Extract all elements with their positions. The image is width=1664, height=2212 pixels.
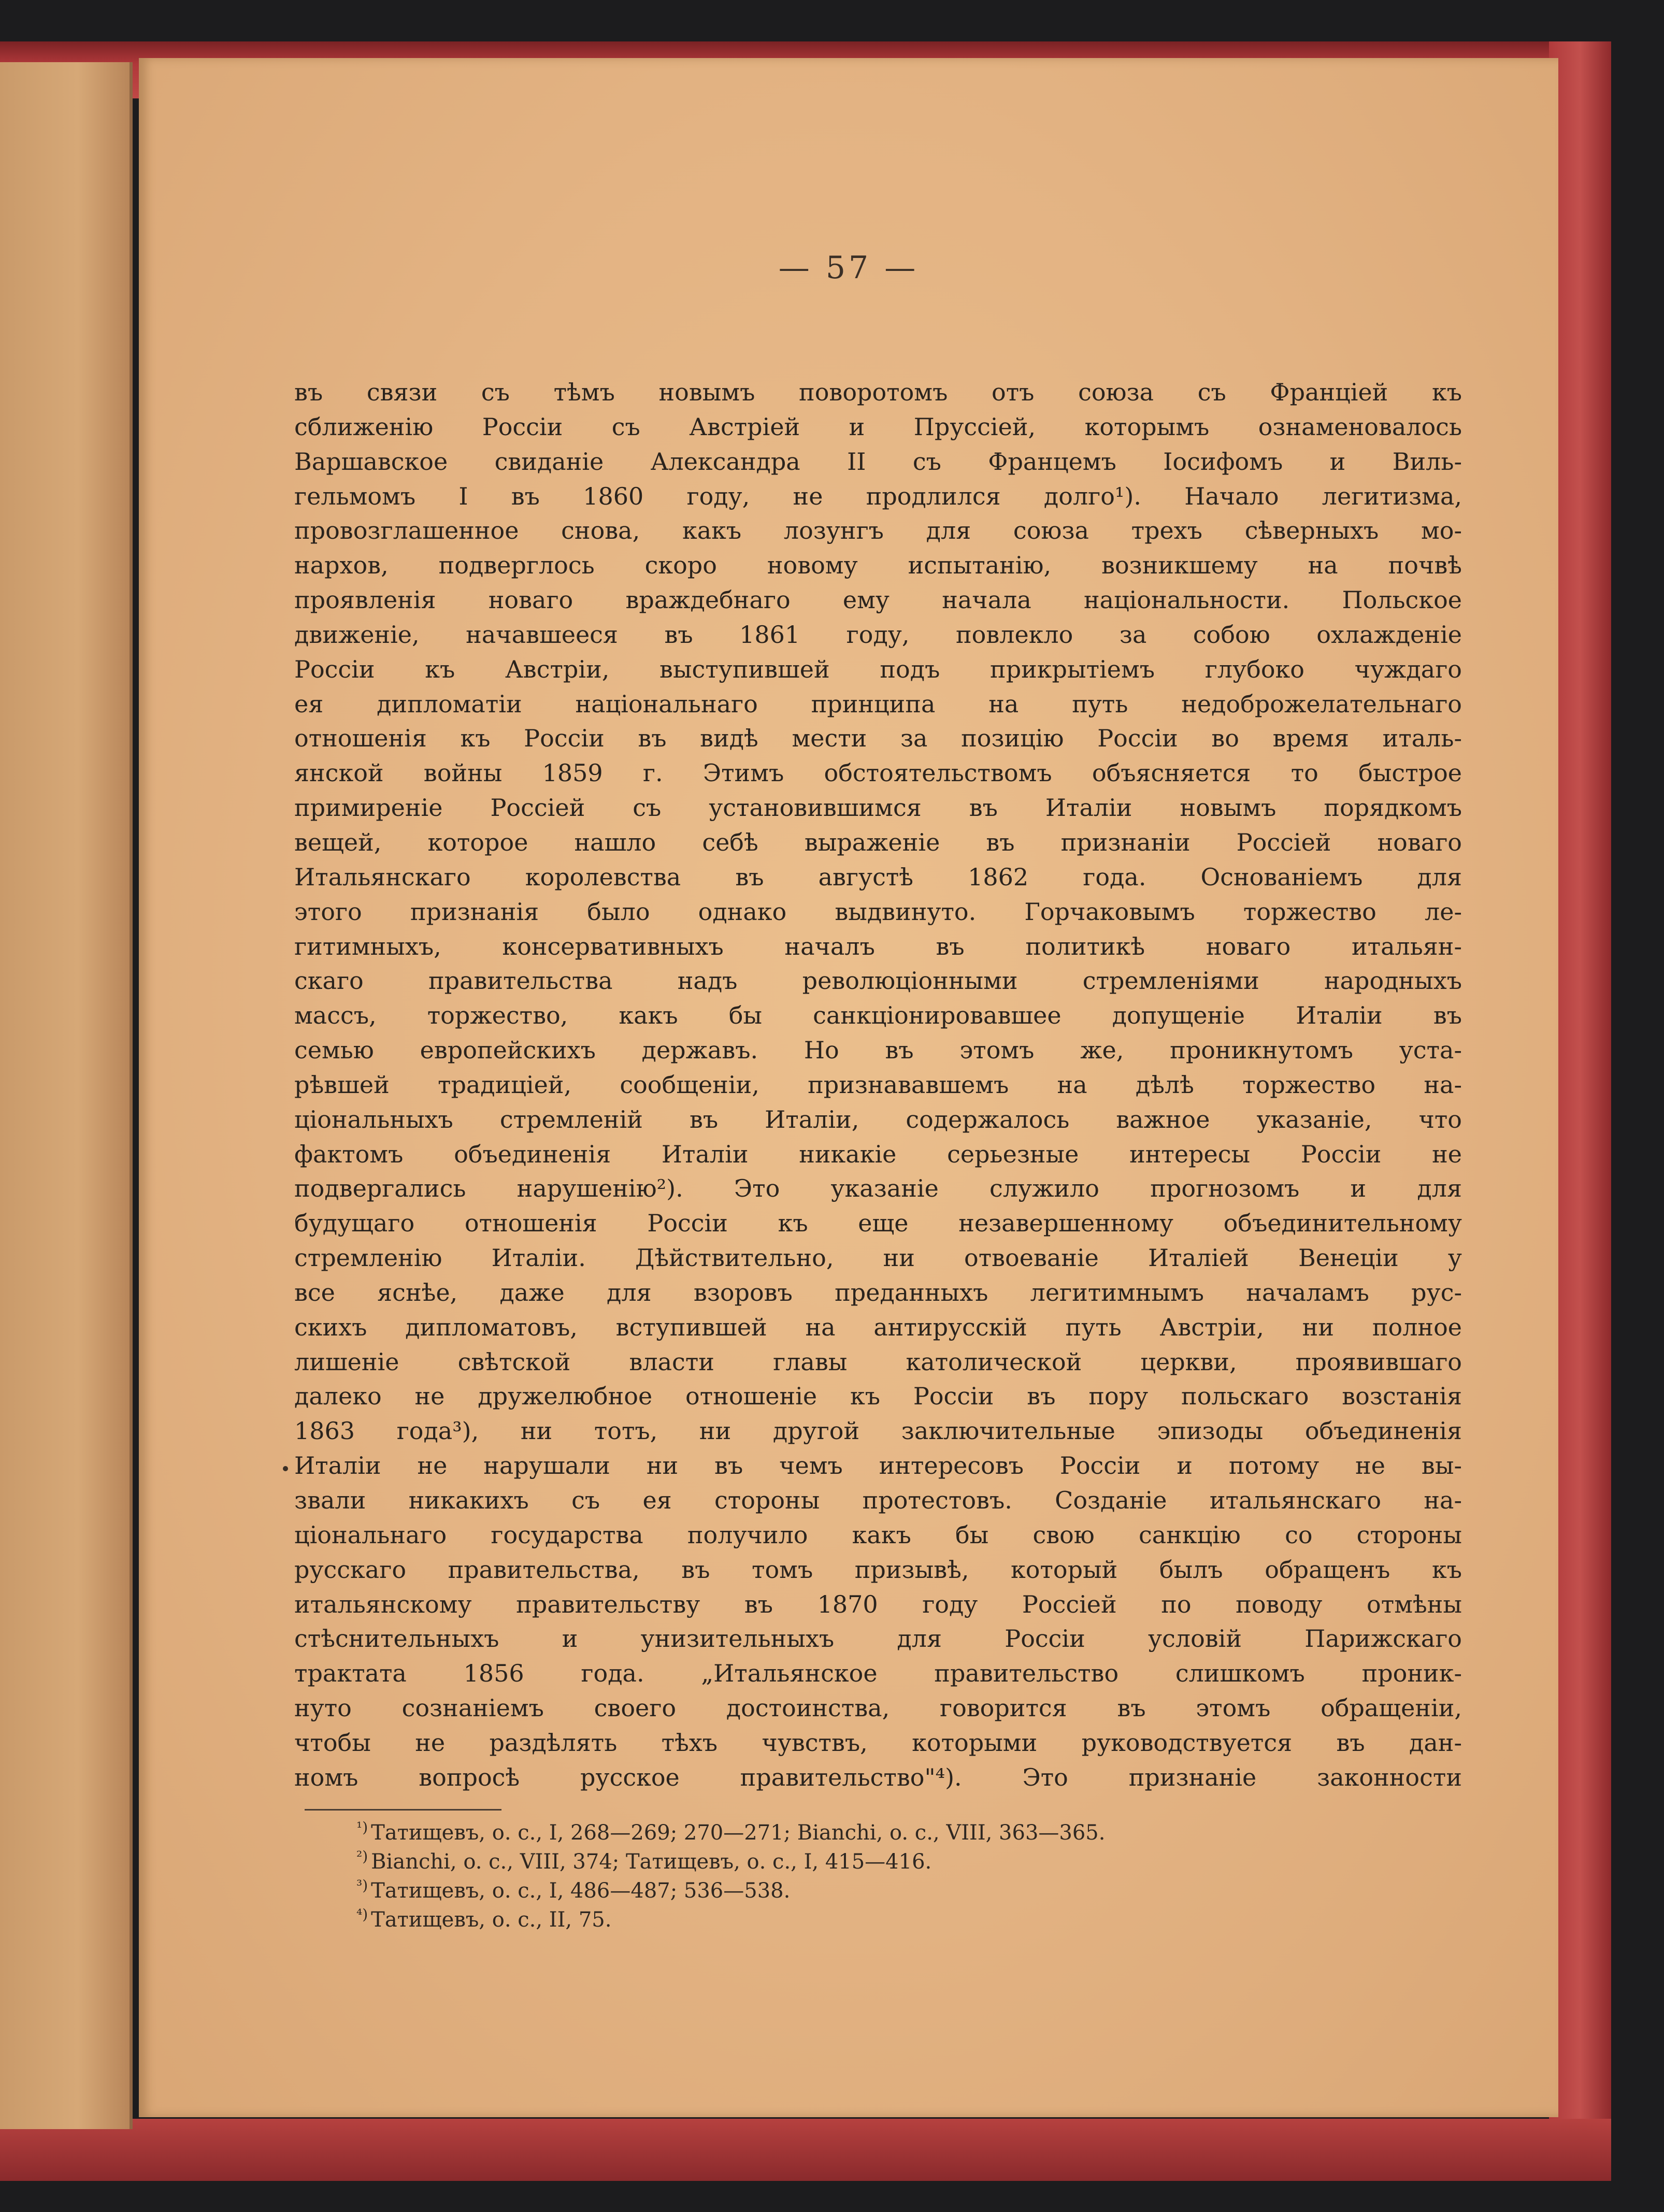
body-line: рѣвшей традиціей, сообщеніи, признававшемъ на дѣлѣ торжество на-	[294, 1070, 1462, 1099]
footnote-text: Татищевъ, о. с., I, 268—269; 270—271; Bianchi, o. c., VIII, 363—365.	[371, 1821, 1106, 1845]
body-line: движеніе, начавшееся въ 1861 году, повлекло за собою охлажденіе	[294, 620, 1462, 649]
body-line: нархов, подверглось скоро новому испытанію, возникшему на почвѣ	[294, 551, 1462, 580]
body-line: будущаго отношенія Россіи къ еще незавершенному объединительному	[294, 1209, 1462, 1238]
body-line: трактата 1856 года. „Итальянское правительство слишкомъ проник-	[294, 1659, 1462, 1688]
body-line: примиреніе Россіей съ установившимся въ Италіи новымъ порядкомъ	[294, 794, 1462, 822]
footnote-mark: ¹)	[356, 1818, 368, 1836]
body-line: ціональнаго государства получило какъ бы свою санкцію со стороны	[294, 1520, 1462, 1549]
footnote-mark: ²)	[356, 1847, 368, 1865]
body-line: номъ вопросѣ русское правительство"⁴). Это признаніе законности	[294, 1763, 1462, 1791]
footnote-text: Татищевъ, о. с., I, 486—487; 536—538.	[371, 1879, 791, 1903]
book-cover-bottom-edge	[0, 2119, 1611, 2181]
body-line: чтобы не раздѣлять тѣхъ чувствъ, которыми руководствуется въ дан-	[294, 1728, 1462, 1757]
body-line: Россіи къ Австріи, выступившей подъ прикрытіемъ глубоко чуждаго	[294, 655, 1462, 683]
footnote-text: Татищевъ, о. с., II, 75.	[371, 1908, 612, 1932]
body-line: этого признанія было однако выдвинуто. Горчаковымъ торжество ле-	[294, 897, 1462, 926]
footnote	[356, 1905, 1444, 1934]
footnote	[356, 1876, 1444, 1905]
body-line: звали никакихъ съ ея стороны протестовъ. Созданіе итальянскаго на-	[294, 1486, 1462, 1514]
book-page	[139, 58, 1558, 2117]
body-line: скаго правительства надъ революціонными стремленіями народныхъ	[294, 967, 1462, 995]
body-line: семью европейскихъ державъ. Но въ этомъ же, проникнутомъ уста-	[294, 1036, 1462, 1065]
footnote-mark: ⁴)	[356, 1905, 368, 1923]
body-line: отношенія къ Россіи въ видѣ мести за позицію Россіи во время италь-	[294, 724, 1462, 753]
footnote-mark: ³)	[356, 1876, 368, 1894]
previous-page-edge	[0, 62, 133, 2129]
body-line: ціональныхъ стремленій въ Италіи, содержалось важное указаніе, что	[294, 1105, 1462, 1133]
body-line: янской войны 1859 г. Этимъ обстоятельствомъ объясняется то быстрое	[294, 759, 1462, 787]
body-line: нуто сознаніемъ своего достоинства, говорится въ этомъ обращеніи,	[294, 1694, 1462, 1722]
body-line: все яснѣе, даже для взоровъ преданныхъ легитимнымъ началамъ рус-	[294, 1278, 1462, 1306]
body-line: русскаго правительства, въ томъ призывѣ, который былъ обращенъ къ	[294, 1555, 1462, 1584]
body-line: итальянскому правительству въ 1870 году Россіей по поводу отмѣны	[294, 1590, 1462, 1618]
body-line: въ связи съ тѣмъ новымъ поворотомъ отъ союза съ Франціей къ	[294, 378, 1462, 406]
body-line: скихъ дипломатовъ, вступившей на антирусскій путь Австріи, ни полное	[294, 1313, 1462, 1341]
body-line: вещей, которое нашло себѣ выраженіе въ признаніи Россіей новаго	[294, 828, 1462, 856]
footnotes	[356, 1818, 1444, 1934]
body-line: 1863 года³), ни тотъ, ни другой заключительные эпизоды объединенія	[294, 1417, 1462, 1445]
margin-mark	[283, 1466, 288, 1471]
body-line: стѣснительныхъ и унизительныхъ для Россіи условій Парижскаго	[294, 1625, 1462, 1653]
body-line: сближенію Россіи съ Австріей и Пруссіей, которымъ ознаменовалось	[294, 412, 1462, 441]
body-line: провозглашенное снова, какъ лозунгъ для союза трехъ сѣверныхъ мо-	[294, 516, 1462, 545]
body-line: лишеніе свѣтской власти главы католической церкви, проявившаго	[294, 1347, 1462, 1376]
body-text	[294, 375, 1462, 1795]
body-line: фактомъ объединенія Италіи никакіе серьезные интересы Россіи не	[294, 1140, 1462, 1168]
book-cover-right-edge	[1549, 41, 1611, 2181]
body-line: проявленія новаго враждебнаго ему начала національности. Польское	[294, 586, 1462, 614]
footnote-text: Bianchi, o. c., VIII, 374; Татищевъ, о. с., I, 415—416.	[371, 1850, 932, 1874]
body-line: массъ, торжество, какъ бы санкціонировавшее допущеніе Италіи въ	[294, 1001, 1462, 1030]
body-line: Итальянскаго королевства въ августѣ 1862 года. Основаніемъ для	[294, 863, 1462, 891]
footnote-divider	[305, 1809, 501, 1811]
body-line: Варшавское свиданіе Александра II съ Францемъ Іосифомъ и Виль-	[294, 447, 1462, 476]
body-line: стремленію Италіи. Дѣйствительно, ни отвоеваніе Италіей Венеціи у	[294, 1244, 1462, 1272]
footnote	[356, 1847, 1444, 1876]
body-line: ея дипломатіи національнаго принципа на путь недоброжелательнаго	[294, 690, 1462, 718]
footnote	[356, 1818, 1444, 1847]
body-line: Италіи не нарушали ни въ чемъ интересовъ Россіи и потому не вы-	[294, 1452, 1462, 1480]
page-number: — 57 —	[778, 250, 919, 286]
body-line: гитимныхъ, консервативныхъ началъ въ политикѣ новаго итальян-	[294, 932, 1462, 960]
body-line: гельмомъ I въ 1860 году, не продлился долго¹). Начало легитизма,	[294, 482, 1462, 510]
body-line: подвергались нарушенію²). Это указаніе служило прогнозомъ и для	[294, 1174, 1462, 1203]
body-line: далеко не дружелюбное отношеніе къ Россіи въ пору польскаго возстанія	[294, 1382, 1462, 1411]
